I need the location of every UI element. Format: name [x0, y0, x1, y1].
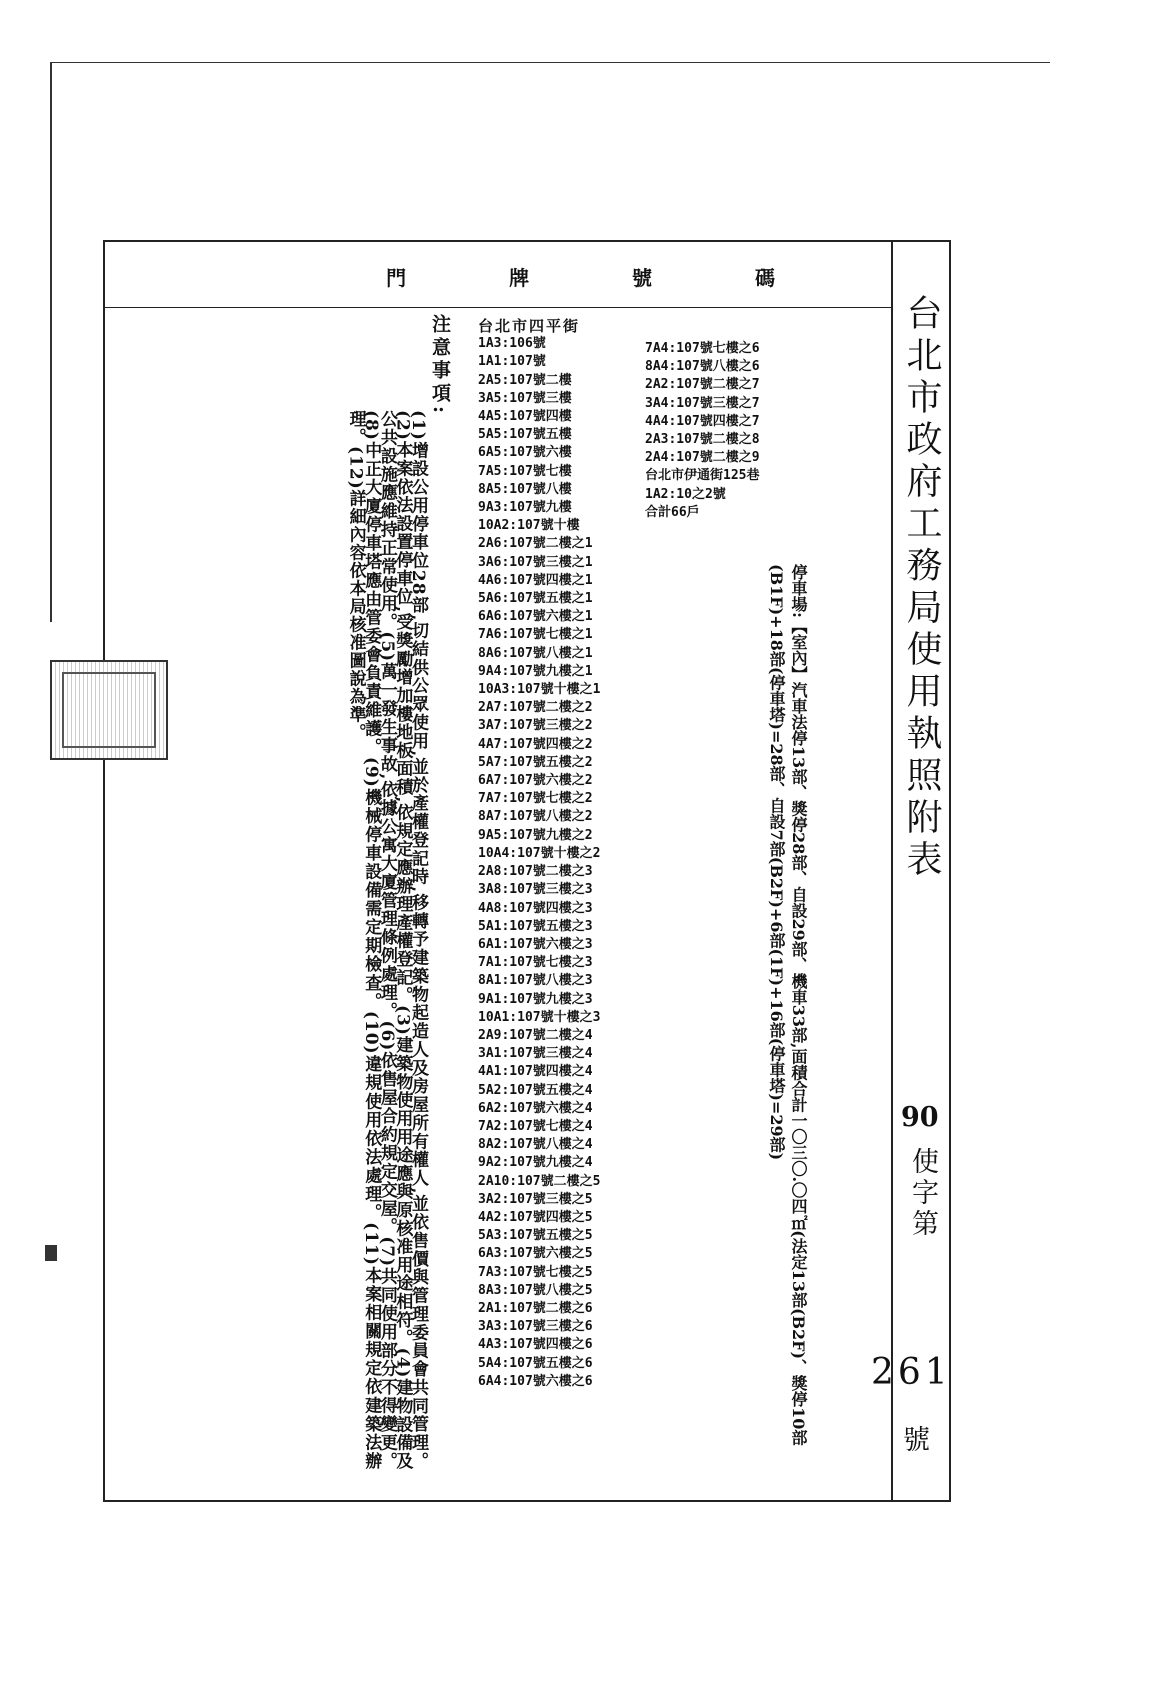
address-item: 4A5:107號四樓	[478, 409, 572, 425]
permit-char: 使字第	[907, 1147, 938, 1240]
address-item: 10A2:107號十樓	[478, 518, 580, 534]
address-item: 7A3:107號七樓之5	[478, 1264, 593, 1280]
address-item: 5A7:107號五樓之2	[478, 754, 593, 770]
address-item: 6A3:107號六樓之5	[478, 1246, 593, 1262]
address-item: 7A1:107號七樓之3	[478, 955, 593, 971]
address-item: 合計66戶	[645, 504, 700, 520]
address-item: 2A1:107號二樓之6	[478, 1300, 593, 1316]
address-list-secondary	[645, 340, 760, 522]
address-item: 8A7:107號八樓之2	[478, 809, 593, 825]
door-number-heading: 門 牌 號 碼	[386, 266, 823, 290]
address-item: 3A2:107號三樓之5	[478, 1191, 593, 1207]
address-item: 9A1:107號九樓之3	[478, 991, 593, 1007]
notes-body: (1)增設公用停車位28部,切結供公眾使用,並於產權登記時,移轉予建築物起造人及房屋所有權人,並依售價與管理委員會共同管理。(2)本案依法設置停車位,受獎勵增加樓地板面積,依規定應辦理產權登記。(3)建築物使用用途應與原核准用途相符。(4)建物設備及公共設施應維持正常使用。(5)萬一發生事故,依據公寓大廈管理條例處理。(6)依售屋合約規定交屋。(7)共同使用部分不得變更。(8)中正大廈停車塔應由管委會負責維護。(9)機械停車設備需定期檢查。(10)違規使用依法處理。(11)本案相關規定依建築法辦理。(12)詳細內容依本局核准圖說為準。	[345, 410, 428, 1470]
address-item: 2A8:107號二樓之3	[478, 864, 593, 880]
document-title: 台北市政府工務局使用執照附表	[901, 294, 942, 882]
header-band	[105, 242, 893, 308]
address-item: 8A5:107號八樓	[478, 481, 572, 497]
address-item: 4A1:107號四樓之4	[478, 1064, 593, 1080]
permit-number: 261	[871, 1352, 952, 1393]
address-item: 8A6:107號八樓之1	[478, 645, 593, 661]
document-frame	[103, 240, 951, 1502]
address-item: 2A5:107號二樓	[478, 372, 572, 388]
address-item: 6A1:107號六樓之3	[478, 936, 593, 952]
seal-stamp	[50, 660, 168, 760]
address-item: 9A3:107號九樓	[478, 500, 572, 516]
address-item: 10A3:107號十樓之1	[478, 682, 601, 698]
address-item: 9A5:107號九樓之2	[478, 827, 593, 843]
address-item: 6A6:107號六樓之1	[478, 609, 593, 625]
address-item: 8A1:107號八樓之3	[478, 973, 593, 989]
permit-suffix: 號	[903, 1425, 930, 1456]
address-item: 5A4:107號五樓之6	[478, 1355, 593, 1371]
address-item: 3A8:107號三樓之3	[478, 882, 593, 898]
address-item: 2A7:107號二樓之2	[478, 700, 593, 716]
address-item: 2A6:107號二樓之1	[478, 536, 593, 552]
address-item: 7A5:107號七樓	[478, 463, 572, 479]
address-item: 3A7:107號三樓之2	[478, 718, 593, 734]
address-item: 1A3:106號	[478, 336, 546, 352]
address-item: 7A2:107號七樓之4	[478, 1118, 593, 1134]
address-item: 5A1:107號五樓之3	[478, 918, 593, 934]
address-item: 7A7:107號七樓之2	[478, 791, 593, 807]
scan-mark	[45, 1245, 57, 1261]
address-item: 5A6:107號五樓之1	[478, 591, 593, 607]
address-item: 1A2:10之2號	[645, 486, 726, 502]
address-item: 台北市伊通街125巷	[645, 468, 760, 484]
address-item: 4A4:107號四樓之7	[645, 413, 760, 429]
scan-mark	[50, 62, 1050, 63]
address-item: 2A4:107號二樓之9	[645, 450, 760, 466]
address-item: 8A3:107號八樓之5	[478, 1282, 593, 1298]
address-item: 7A4:107號七樓之6	[645, 341, 760, 356]
address-item: 6A4:107號六樓之6	[478, 1373, 593, 1389]
address-item: 3A6:107號三樓之1	[478, 554, 593, 570]
address-item: 2A3:107號二樓之8	[645, 432, 760, 448]
address-item: 5A2:107號五樓之4	[478, 1082, 593, 1098]
address-item: 8A4:107號八樓之6	[645, 359, 760, 375]
address-item: 3A3:107號三樓之6	[478, 1319, 593, 1335]
address-item: 4A8:107號四樓之3	[478, 900, 593, 916]
address-item: 9A2:107號九樓之4	[478, 1155, 593, 1171]
address-item: 4A7:107號四樓之2	[478, 736, 593, 752]
address-item: 4A3:107號四樓之6	[478, 1337, 593, 1353]
address-item: 7A6:107號七樓之1	[478, 627, 593, 643]
address-item: 2A10:107號二樓之5	[478, 1173, 601, 1189]
parking-info: 停車場:【室內】汽車法停13部、獎停28部、自設29部、機車33部,面積合計一〇三〇.〇四㎡(法定13部(B2F)、獎停10部(B1F)+18部(停車塔)=28部、自設7部(B2F)+6部(1F)+16部(停車塔)=29部)	[767, 564, 808, 1446]
notes-heading: 注意事項:	[429, 314, 451, 418]
address-item: 3A5:107號三樓	[478, 390, 572, 406]
address-item: 8A2:107號八樓之4	[478, 1137, 593, 1153]
address-item: 1A1:107號	[478, 354, 546, 370]
address-item: 2A2:107號二樓之7	[645, 377, 760, 393]
address-item: 3A4:107號三樓之7	[645, 395, 760, 411]
address-item: 3A1:107號三樓之4	[478, 1046, 593, 1062]
address-item: 6A5:107號六樓	[478, 445, 572, 461]
permit-year: 90	[901, 1102, 939, 1133]
address-item: 5A5:107號五樓	[478, 427, 572, 443]
address-item: 2A9:107號二樓之4	[478, 1027, 593, 1043]
address-item: 6A2:107號六樓之4	[478, 1100, 593, 1116]
address-item: 4A2:107號四樓之5	[478, 1209, 593, 1225]
address-item: 4A6:107號四樓之1	[478, 572, 593, 588]
address-list-primary	[478, 317, 600, 1391]
address-item: 6A7:107號六樓之2	[478, 773, 593, 789]
address-item: 9A4:107號九樓之1	[478, 663, 593, 679]
side-column	[871, 242, 952, 1500]
street-name: 台北市四平街	[478, 317, 581, 335]
address-item: 10A4:107號十樓之2	[478, 845, 601, 861]
address-item: 5A3:107號五樓之5	[478, 1228, 593, 1244]
address-item: 10A1:107號十樓之3	[478, 1009, 601, 1025]
scan-mark	[50, 62, 52, 622]
